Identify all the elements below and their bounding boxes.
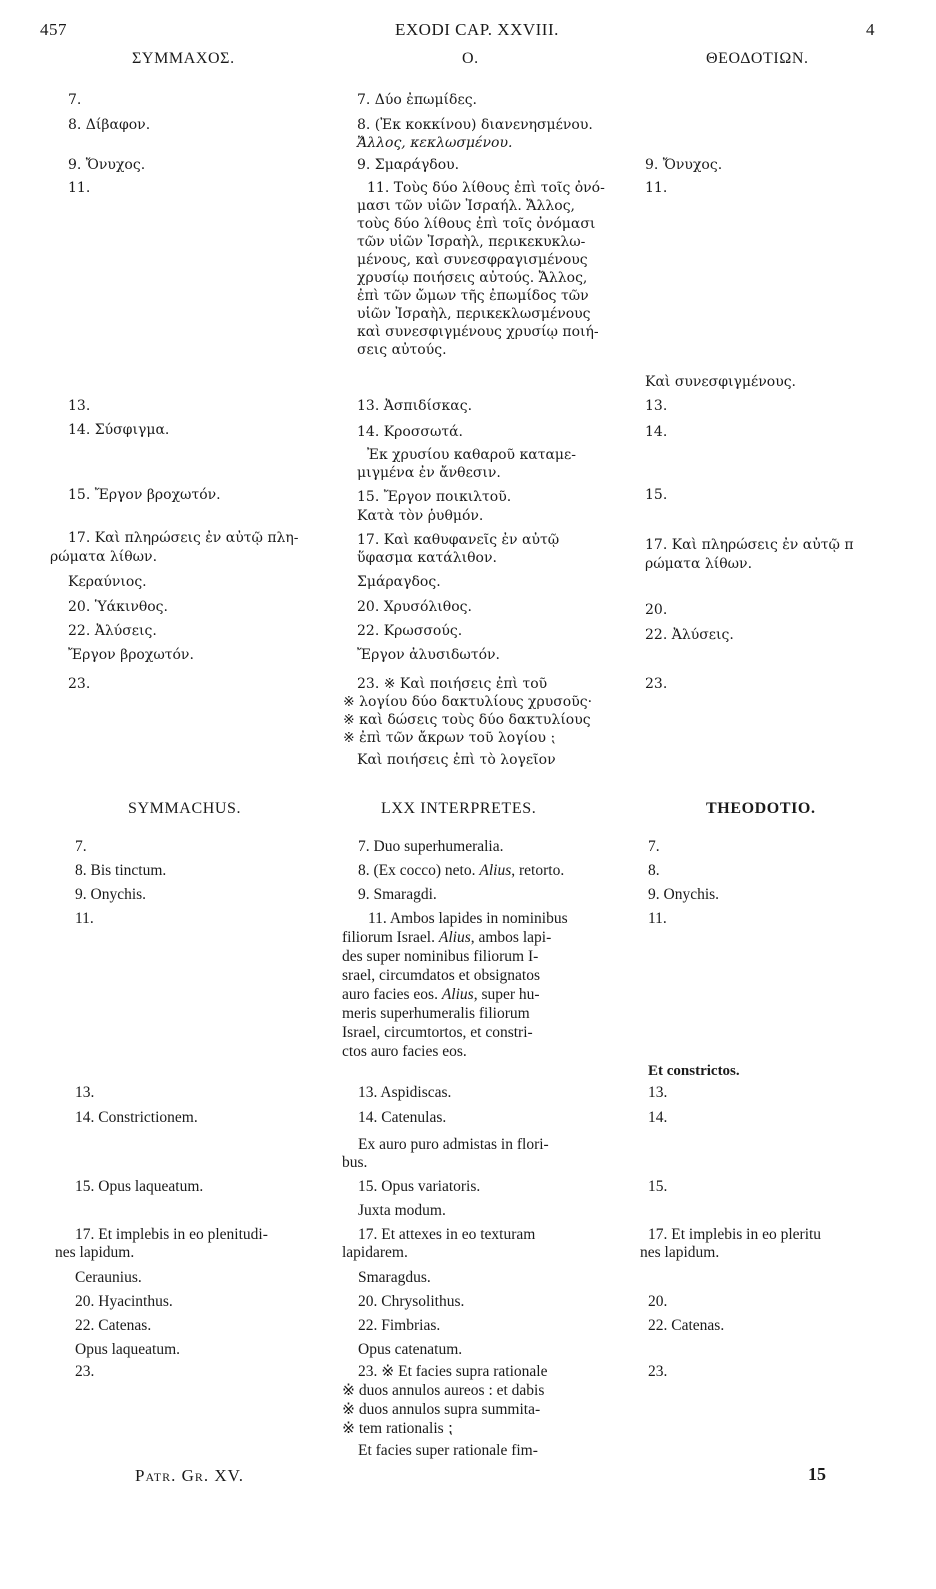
text-line: 13. bbox=[68, 398, 91, 414]
text-span: , retorto. bbox=[511, 862, 565, 879]
text-line: 14. Σύσφιγμα. bbox=[68, 422, 170, 438]
text-line: 13. bbox=[75, 1084, 95, 1101]
text-line: ctos auro facies eos. bbox=[342, 1043, 467, 1060]
text-line: 23. bbox=[648, 1363, 668, 1380]
text-line: Ἐκ χρυσίου καθαροῦ καταμε- bbox=[367, 447, 576, 463]
text-line: 15. bbox=[648, 1178, 668, 1195]
text-line: υἱῶν Ἰσραὴλ, περικεκλωσμένους bbox=[357, 306, 591, 322]
text-line: meris superhumeralis filiorum bbox=[342, 1005, 530, 1022]
text-line: 9. Ὄνυχος. bbox=[68, 157, 146, 173]
text-line: ρώματα λίθων. bbox=[645, 556, 753, 572]
text-line: 14. Constrictionem. bbox=[75, 1109, 198, 1126]
text-line: μένους, καὶ συνεσφραγισμένους bbox=[357, 252, 588, 268]
text-line: 23. bbox=[68, 676, 91, 692]
text-line: 15. Opus variatoris. bbox=[358, 1178, 481, 1195]
text-line: 14. Catenulas. bbox=[358, 1109, 447, 1126]
text-span: auro facies eos. bbox=[342, 986, 438, 1003]
text-line bbox=[358, 861, 564, 880]
text-line: Ceraunius. bbox=[75, 1269, 142, 1286]
text-line: Et facies super rationale fim- bbox=[358, 1442, 538, 1459]
text-line: Ἔργον βροχωτόν. bbox=[68, 647, 194, 663]
text-line: τοὺς δύο λίθους ἐπὶ τοῖς ὀνόμασι bbox=[357, 216, 596, 232]
text-line: 11. Τοὺς δύο λίθους ἐπὶ τοῖς ὀνό- bbox=[367, 180, 605, 196]
latin-heading-lxx: LXX INTERPRETES. bbox=[381, 800, 537, 817]
text-line: 15. Ἔργον ποικιλτοῦ. bbox=[357, 489, 512, 505]
text-line: 9. Σμαράγδου. bbox=[357, 157, 460, 173]
text-span: , super hu- bbox=[473, 986, 540, 1003]
alius-italic: Alius bbox=[441, 986, 474, 1003]
text-line: 15. Opus laqueatum. bbox=[75, 1178, 204, 1195]
text-line: 9. Onychis. bbox=[75, 886, 147, 903]
text-line: 13. bbox=[648, 1084, 668, 1101]
text-line: Σμάραγδος. bbox=[357, 574, 441, 590]
text-line: 11. bbox=[68, 180, 91, 196]
text-line: Κεραύνιος. bbox=[68, 574, 147, 590]
text-line: σεις αὐτούς. bbox=[357, 342, 447, 358]
text-span: , ambos lapi- bbox=[470, 929, 552, 946]
text-line: 17. Καὶ πληρώσεις ἐν αὐτῷ π bbox=[645, 537, 854, 553]
text-line: Juxta modum. bbox=[358, 1202, 446, 1219]
text-line: Ex auro puro admistas in flori- bbox=[358, 1136, 549, 1153]
text-line: 14. bbox=[648, 1109, 668, 1126]
text-line: 11. bbox=[75, 910, 94, 927]
text-line: 22. Κρωσσούς. bbox=[357, 623, 463, 639]
text-line: 17. Καὶ πληρώσεις ἐν αὐτῷ πλη- bbox=[68, 530, 299, 546]
text-line: 8. Δίβαφον. bbox=[68, 117, 151, 133]
text-line: 17. Καὶ καθυφανεῖς ἐν αὐτῷ bbox=[357, 532, 560, 548]
latin-heading-symmachus: SYMMACHUS. bbox=[128, 800, 242, 817]
alius-italic: Alius bbox=[479, 862, 512, 879]
text-line: 11. bbox=[645, 180, 668, 196]
text-line: 11. bbox=[648, 910, 667, 927]
alius-italic: Alius bbox=[438, 929, 471, 946]
text-line: 22. Catenas. bbox=[648, 1317, 725, 1334]
text-line: 20. Χρυσόλιθος. bbox=[357, 599, 472, 615]
text-line: 23. ※ Et facies supra rationale bbox=[358, 1363, 548, 1380]
text-line: 8. Bis tinctum. bbox=[75, 862, 167, 879]
greek-heading-theodotion: ΘΕΟΔΟΤΙΩΝ. bbox=[706, 50, 809, 67]
text-line: χρυσίῳ ποιήσεις αὐτούς. Ἄλλος, bbox=[357, 270, 588, 286]
text-line: Καὶ συνεσφιγμένους. bbox=[645, 374, 796, 390]
text-line: 22. Catenas. bbox=[75, 1317, 152, 1334]
text-line: Ἄλλος, κεκλωσμένου. bbox=[357, 135, 513, 151]
text-line: μασι τῶν υἱῶν Ἰσραήλ. Ἄλλος, bbox=[357, 198, 575, 214]
text-line: μιγμένα ἐν ἄνθεσιν. bbox=[357, 465, 501, 481]
latin-heading-theodotion: THEODOTIO. bbox=[706, 800, 816, 817]
text-line: 17. Et attexes in eo texturam bbox=[358, 1226, 536, 1243]
text-line: καὶ συνεσφιγμένους χρυσίῳ ποιή- bbox=[357, 324, 599, 340]
text-line: Smaragdus. bbox=[358, 1269, 431, 1286]
text-line: ρώματα λίθων. bbox=[50, 549, 158, 565]
running-marker: 4 bbox=[866, 20, 875, 39]
text-line: 15. Ἔργον βροχωτόν. bbox=[68, 487, 221, 503]
text-line: 13. bbox=[645, 398, 668, 414]
text-line: 22. Ἀλύσεις. bbox=[645, 627, 734, 643]
text-line: nes lapidum. bbox=[640, 1244, 720, 1261]
text-line: 20. Ὑάκινθος. bbox=[68, 599, 168, 615]
text-line: 8. (Ἐκ κοκκίνου) διανενησμένου. bbox=[357, 117, 593, 133]
text-line: 14. Κροσσωτά. bbox=[357, 424, 464, 440]
text-line: 9. Smaragdi. bbox=[358, 886, 437, 903]
text-line: 7. bbox=[68, 92, 82, 108]
text-span: 8. (Ex cocco) neto. bbox=[358, 862, 476, 879]
text-line: 7. bbox=[75, 838, 87, 855]
text-line: τῶν υἱῶν Ἰσραὴλ, περικεκυκλω- bbox=[357, 234, 586, 250]
text-line: 20. bbox=[645, 602, 668, 618]
text-line: 7. bbox=[648, 838, 660, 855]
text-line: lapidarem. bbox=[342, 1244, 408, 1261]
text-line: ἐπὶ τῶν ὤμων τῆς ἐπωμίδος τῶν bbox=[357, 288, 589, 304]
text-line: 13. Aspidiscas. bbox=[358, 1084, 452, 1101]
text-line: des super nominibus filiorum I- bbox=[342, 948, 539, 965]
text-line: 23. bbox=[645, 676, 668, 692]
text-line: 17. Et implebis in eo plenitudi- bbox=[75, 1226, 268, 1243]
running-title: EXODI CAP. XXVIII. bbox=[395, 20, 559, 39]
text-line: ※ ἐπὶ τῶν ἄκρων τοῦ λογίου ⁏ bbox=[343, 730, 556, 746]
text-line: 7. Δύο ἐπωμίδες. bbox=[357, 92, 477, 108]
text-line: Opus catenatum. bbox=[358, 1341, 463, 1358]
text-line: Israel, circumtortos, et constri- bbox=[342, 1024, 533, 1041]
greek-heading-lxx: Ο. bbox=[462, 50, 479, 67]
text-line: ※ duos annulos aureos : et dabis bbox=[342, 1382, 545, 1399]
text-line: 13. Ἀσπιδίσκας. bbox=[357, 398, 473, 414]
text-line: 20. bbox=[648, 1293, 668, 1310]
sheet-number: 15 bbox=[808, 1464, 826, 1484]
text-line: 9. Onychis. bbox=[648, 886, 720, 903]
text-line: ※ καὶ δώσεις τοὺς δύο δακτυλίους bbox=[343, 712, 591, 728]
text-line: nes lapidum. bbox=[55, 1244, 135, 1261]
text-line: ※ duos annulos supra summita- bbox=[342, 1401, 541, 1418]
text-line bbox=[342, 985, 540, 1004]
text-line: Ἔργον ἀλυσιδωτόν. bbox=[357, 647, 500, 663]
text-line: 7. Duo superhumeralia. bbox=[358, 838, 504, 855]
text-line: 11. Ambos lapides in nominibus bbox=[368, 910, 568, 927]
text-line: 14. bbox=[645, 424, 668, 440]
text-line: 23. ※ Καὶ ποιήσεις ἐπὶ τοῦ bbox=[357, 676, 548, 692]
text-line: 22. Ἀλύσεις. bbox=[68, 623, 157, 639]
text-line: Καὶ ποιήσεις ἐπὶ τὸ λογεῖον bbox=[357, 752, 556, 768]
text-line: ὕφασμα κατάλιθον. bbox=[357, 550, 497, 566]
text-line: Et constrictos. bbox=[648, 1063, 740, 1079]
text-line: 22. Fimbrias. bbox=[358, 1317, 441, 1334]
text-line: ※ λογίου δύο δακτυλίους χρυσοῦς· bbox=[343, 694, 593, 710]
text-span: filiorum Israel. bbox=[342, 929, 435, 946]
text-line bbox=[342, 928, 551, 947]
text-line: 8. bbox=[648, 862, 660, 879]
text-line: 20. Hyacinthus. bbox=[75, 1293, 173, 1310]
page-number: 457 bbox=[40, 20, 67, 39]
greek-heading-symmachus: ΣΥΜΜΑΧΟΣ. bbox=[132, 50, 235, 67]
text-line: 15. bbox=[645, 487, 668, 503]
printer-signature: Patr. Gr. XV. bbox=[135, 1466, 245, 1485]
text-line: bus. bbox=[342, 1154, 368, 1171]
text-line: 20. Chrysolithus. bbox=[358, 1293, 465, 1310]
text-line: 23. bbox=[75, 1363, 95, 1380]
text-line: Κατὰ τὸν ῥυθμόν. bbox=[357, 508, 484, 524]
text-line: 9. Ὄνυχος. bbox=[645, 157, 723, 173]
text-line: Opus laqueatum. bbox=[75, 1341, 181, 1358]
text-line: 17. Et implebis in eo pleritu bbox=[648, 1226, 822, 1243]
text-line: ※ tem rationalis ⁏ bbox=[342, 1420, 453, 1437]
text-line: srael, circumdatos et obsignatos bbox=[342, 967, 541, 984]
